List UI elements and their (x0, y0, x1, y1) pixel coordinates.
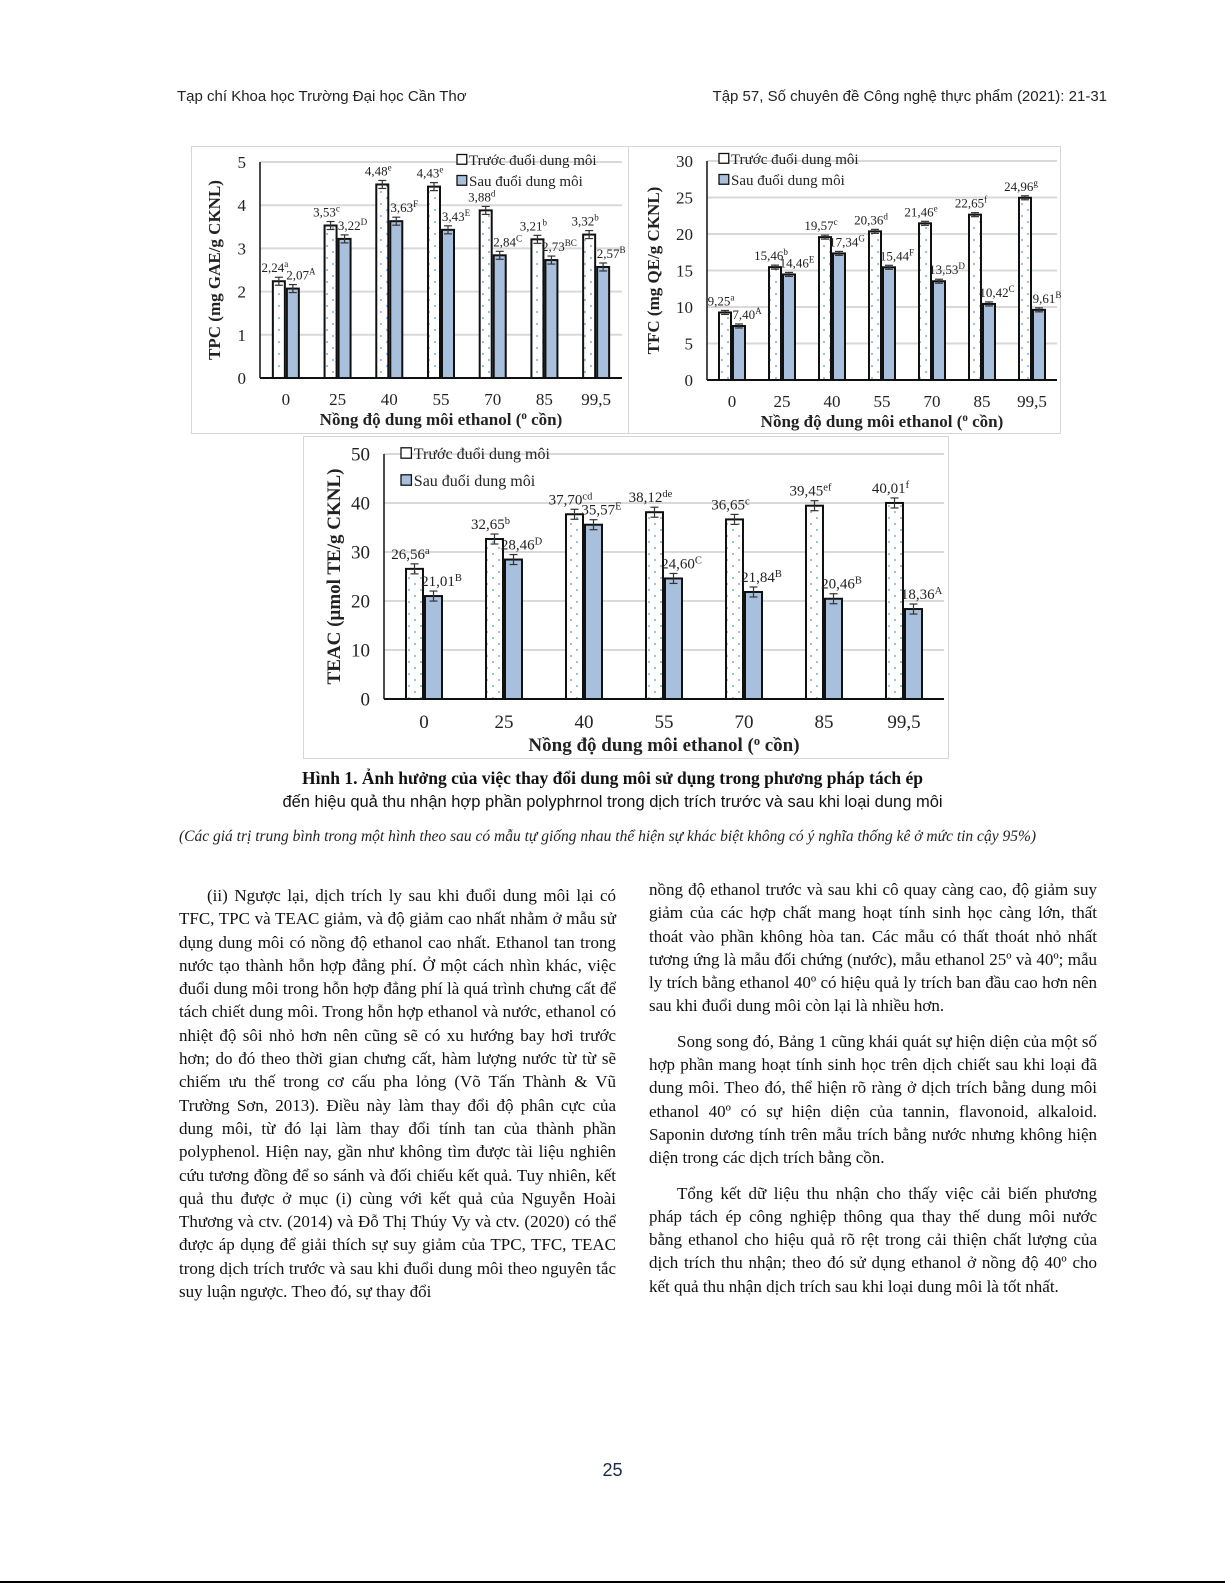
body-paragraph: Tổng kết dữ liệu thu nhận cho thấy việc cải biến phương pháp tách ép công nghiệp thông qua thay thế dung môi nước bằng ethanol cho hiệu quả rõ rệt trong cải thiện chất lượng của dịch trích thu nhận; theo đó sử dụng ethanol ở nồng độ 40º cho kết quả thu nhận dịch trích sau khi loại dung môi là tốt nhất. (649, 1183, 1097, 1296)
svg-text:26,56a: 26,56$^a$ (391, 545, 430, 563)
svg-text:25: 25 (773, 392, 791, 411)
svg-text:3,22D: $3,22^D$ (337, 216, 368, 233)
svg-text:Sau đuổi dung môi: Sau đuổi dung môi (413, 473, 536, 490)
svg-text:70: 70 (734, 712, 754, 733)
svg-text:30: 30 (676, 151, 693, 171)
svg-text:22,65f: 22,65$^f$ (954, 194, 988, 211)
svg-text:13,53D: $13,53^D$ (929, 261, 965, 278)
figure-caption-line1: Hình 1. Ảnh hưởng của việc thay đổi dung môi sử dụng trong phương pháp tách ép (302, 768, 923, 788)
svg-text:85: 85 (535, 390, 553, 409)
svg-text:Nồng độ dung môi ethanol (o cồ: Nồng độ dung môi ethanol ($^o$ cồn) (528, 734, 800, 756)
svg-text:TEAC (µmol TE/g CKNL): TEAC (µmol TE/g CKNL) (324, 468, 345, 685)
page-number: 25 (602, 1460, 623, 1480)
svg-text:2,57B: $2,57^B$ (596, 244, 626, 261)
svg-text:10,42C: $10,42^C$ (979, 283, 1015, 300)
svg-text:85: 85 (973, 392, 991, 411)
svg-text:2,07A: $2,07^A$ (286, 266, 316, 283)
svg-text:Trước đuổi dung môi: Trước đuổi dung môi (413, 446, 550, 463)
svg-text:2,73BC: $2,73^{BC}$ (541, 238, 577, 255)
svg-text:25: 25 (329, 390, 347, 409)
svg-text:15,46b: 15,46$^b$ (754, 247, 788, 264)
page-bottom-rule (0, 1581, 1225, 1583)
svg-text:38,12de: 38,12de (628, 489, 673, 507)
svg-text:19,57c: 19,57$^c$ (804, 217, 838, 234)
body-column-right (649, 878, 1097, 1310)
svg-text:25: 25 (676, 188, 693, 208)
svg-text:7,40A: $7,40^A$ (732, 305, 762, 322)
svg-text:40: 40 (351, 493, 370, 515)
tpc-chart-svg (192, 147, 630, 435)
svg-text:14,46E: $14,46^E$ (779, 254, 815, 271)
svg-text:99,5: 99,5 (887, 712, 921, 733)
svg-text:4,43e: 4,43e (416, 164, 444, 181)
svg-text:Sau đuổi dung môi: Sau đuổi dung môi (731, 173, 845, 189)
teac-chart (303, 436, 949, 759)
journal-header-right: Tập 57, Số chuyên đề Công nghệ thực phẩm (2021): 21-31 (712, 88, 1107, 105)
journal-header-left: Tạp chí Khoa học Trường Đại học Cần Thơ (177, 88, 467, 105)
svg-text:2,84C: $2,84^C$ (493, 233, 523, 250)
svg-text:99,5: 99,5 (581, 390, 612, 409)
svg-text:39,45ef: 39,45$^{ef}$ (789, 482, 832, 500)
svg-text:30: 30 (351, 542, 370, 564)
tfc-chart-svg (629, 147, 1062, 435)
svg-text:4,48e: 4,48e (364, 162, 392, 179)
svg-text:32,65b: 32,65$^b$ (471, 516, 510, 534)
body-column-left (179, 884, 616, 1315)
svg-text:24,60C: $24,60^C$ (661, 555, 702, 573)
svg-text:20,36d: 20,36$^d$ (854, 211, 888, 228)
svg-text:10: 10 (351, 640, 370, 662)
svg-text:0: 0 (727, 392, 737, 411)
body-paragraph: (ii) Ngược lại, dịch trích ly sau khi đuổi dung môi lại có TFC, TPC và TEAC giảm, và độ giảm cao nhất nhằm ở mẫu sử dụng dung môi có nồng độ ethanol cao nhất. Ethanol tan trong nước tạo thành hỗn hợp đẳng phí. Ở một cách nhìn khác, việc đuổi dung môi trong hỗn hợp đẳng phí là quá trình chưng cất để tách chiết dung môi. Trong hỗn hợp ethanol và nước, ethanol có nhiệt độ sôi nhỏ hơn nên cũng sẽ có xu hướng bay hơi trước hơn; do đó theo thời gian chưng cất, hàm lượng nước từ từ sẽ chiếm ưu thế trong cơ cấu pha lỏng (Võ Tấn Thành & Vũ Trường Sơn, 2013). Điều này làm thay đổi độ phân cực của dung môi, từ đó lại làm thay đổi tính tan của thành phần polyphenol. Hiện nay, gần như không tìm được tài liệu nghiên cứu tương đồng để so sánh và đối chiếu kết quả. Tuy nhiên, kết quả thu được ở mục (i) cùng với kết quả của Nguyễn Hoài Thương và ctv. (2014) và Đỗ Thị Thúy Vy và ctv. (2020) có thể được áp dụng để giải thích sự suy giảm của TPC, TFC, TEAC trong dịch trích trước và sau khi đuổi dung môi theo nguyên tắc suy luận ngược. Theo đó, sự thay đổi (179, 886, 616, 1302)
svg-text:70: 70 (484, 390, 502, 409)
svg-text:Nồng độ dung môi ethanol (o cồ: Nồng độ dung môi ethanol ($^o$ cồn) (319, 410, 563, 429)
svg-text:37,70cd: 37,70$^{cd}$ (548, 491, 593, 509)
svg-text:35,57E: $35,57^E$ (581, 501, 622, 519)
svg-text:28,46D: $28,46^D$ (500, 536, 543, 554)
svg-text:40,01f: 40,01$^f$ (871, 479, 910, 497)
figure-note: (Các giá trị trung bình trong một hình theo sau có mẫu tự giống nhau thể hiện sự khác biệt không có ý nghĩa thống kê ở mức tin cậy 95%) (179, 828, 1037, 845)
svg-text:Trước đuổi dung môi: Trước đuổi dung môi (469, 153, 597, 169)
svg-text:3,21b: 3,21$^b$ (519, 217, 548, 234)
svg-text:3,53c: 3,53$^c$ (313, 203, 340, 220)
svg-text:Nồng độ dung môi ethanol (o cồ: Nồng độ dung môi ethanol ($^o$ cồn) (760, 412, 1004, 431)
svg-text:3,88d: 3,88$^d$ (468, 188, 496, 205)
svg-text:99,5: 99,5 (1017, 392, 1047, 411)
svg-text:21,46e: 21,46e (904, 203, 938, 220)
svg-text:5: 5 (237, 152, 246, 172)
svg-text:9,61B: $9,61^B$ (1032, 289, 1062, 306)
svg-text:0: 0 (281, 390, 291, 409)
teac-chart-svg (304, 437, 950, 760)
svg-text:3,32b: 3,32$^b$ (571, 212, 599, 229)
svg-text:20,46B: $20,46^B$ (821, 575, 862, 593)
body-paragraph: nồng độ ethanol trước và sau khi cô quay càng cao, độ giảm suy giảm của các hợp chất mang hoạt tính sinh học càng lớn, thất thoát vào phần không hòa tan. Các mẫu có thất thoát nhỏ nhất tương ứng là mẫu đối chứng (nước), mẫu ethanol 25º và 40º; mẫu ly trích bằng ethanol 40º có hiệu quả ly trích ban đầu cao hơn nên sau khi đuổi dung môi còn lại là nhiều hơn. (649, 880, 1097, 1016)
svg-text:3,43E: $3,43^E$ (441, 207, 471, 224)
svg-text:21,01B: $21,01^B$ (421, 573, 462, 591)
svg-text:85: 85 (814, 712, 834, 733)
svg-text:5: 5 (684, 334, 693, 354)
figure-caption-line2: đến hiệu quả thu nhận hợp phần polyphrnol trong dịch trích trước và sau khi loại dung môi (282, 793, 943, 811)
svg-text:40: 40 (574, 712, 594, 733)
svg-text:70: 70 (923, 392, 941, 411)
svg-text:55: 55 (654, 712, 674, 733)
svg-text:0: 0 (360, 689, 370, 711)
body-paragraph: Song song đó, Bảng 1 cũng khái quát sự hiện diện của một số hợp phần mang hoạt tính sinh học trên dịch chiết sau khi loại đã dung môi. Theo đó, thể hiện rõ ràng ở dịch trích bằng dung môi ethanol 40º có sự hiện diện của tannin, flavonoid, alkaloid. Saponin dương tính trên mẫu trích bằng nước nhưng không hiện diện trong các dịch trích bằng cồn. (649, 1031, 1097, 1168)
svg-text:15,44F: $15,44^F$ (879, 247, 915, 264)
svg-text:17,34G: $17,34^G$ (829, 233, 865, 250)
svg-text:20: 20 (351, 591, 370, 613)
svg-text:Trước đuổi dung môi: Trước đuổi dung môi (731, 152, 859, 168)
svg-text:0: 0 (684, 370, 693, 390)
svg-text:40: 40 (823, 392, 841, 411)
svg-text:10: 10 (676, 297, 693, 317)
svg-text:4: 4 (237, 196, 246, 216)
svg-text:2,24a: 2,24$^a$ (261, 259, 289, 276)
svg-text:15: 15 (676, 261, 693, 281)
tpc-chart (191, 146, 629, 434)
tfc-chart (628, 146, 1061, 434)
svg-text:3: 3 (237, 239, 246, 259)
svg-text:TPC (mg GAE/g CKNL): TPC (mg GAE/g CKNL) (205, 180, 224, 360)
svg-text:24,96g: 24,96$^g$ (1004, 177, 1038, 194)
svg-text:21,84B: $21,84^B$ (741, 568, 782, 586)
svg-text:2: 2 (237, 282, 246, 302)
svg-text:36,65c: 36,65$^c$ (711, 496, 750, 514)
svg-text:20: 20 (676, 224, 693, 244)
svg-text:9,25a: 9,25$^a$ (707, 292, 735, 309)
svg-text:40: 40 (380, 390, 398, 409)
svg-text:18,36A: $18,36^A$ (900, 586, 943, 604)
svg-text:1: 1 (237, 325, 246, 345)
svg-text:0: 0 (419, 712, 429, 733)
svg-text:25: 25 (494, 712, 514, 733)
svg-text:55: 55 (432, 390, 450, 409)
svg-text:0: 0 (237, 368, 246, 388)
svg-text:TFC (mg QE/g CKNL): TFC (mg QE/g CKNL) (644, 186, 663, 355)
svg-text:50: 50 (351, 444, 370, 466)
svg-text:Sau đuổi dung môi: Sau đuổi dung môi (469, 174, 583, 190)
svg-text:55: 55 (873, 392, 891, 411)
svg-text:3,63F: $3,63^F$ (390, 199, 419, 216)
